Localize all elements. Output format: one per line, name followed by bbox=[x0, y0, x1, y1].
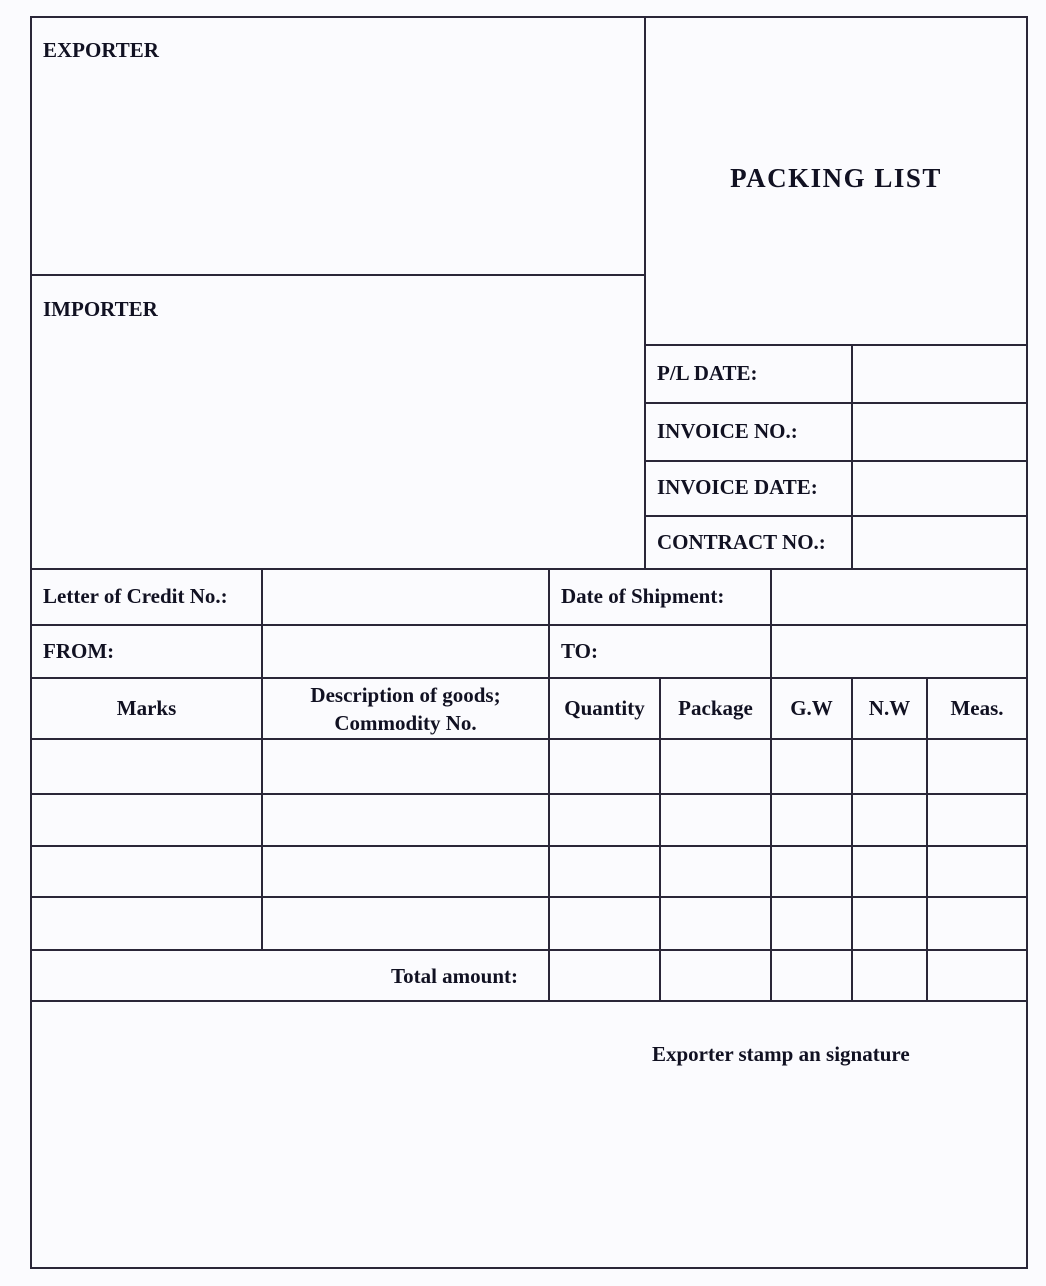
table-cell-description[interactable] bbox=[263, 795, 548, 845]
table-cell-marks[interactable] bbox=[32, 898, 261, 949]
exporter-label: EXPORTER bbox=[43, 38, 159, 62]
from-label: FROM: bbox=[43, 639, 115, 663]
table-cell-package[interactable] bbox=[661, 740, 770, 793]
table-cell-nw[interactable] bbox=[853, 898, 926, 949]
exporter-field[interactable] bbox=[32, 70, 644, 274]
importer-field[interactable] bbox=[32, 328, 644, 568]
to-field[interactable] bbox=[772, 626, 1026, 677]
table-cell-meas[interactable] bbox=[928, 795, 1026, 845]
total-nw-field[interactable] bbox=[853, 951, 926, 1000]
exporter-signature-label: Exporter stamp an signature bbox=[652, 1042, 910, 1066]
table-cell-description[interactable] bbox=[263, 847, 548, 896]
table-cell-nw[interactable] bbox=[853, 847, 926, 896]
date-of-shipment-label: Date of Shipment: bbox=[561, 584, 725, 608]
table-cell-marks[interactable] bbox=[32, 847, 261, 896]
total-quantity-field[interactable] bbox=[550, 951, 659, 1000]
border-right bbox=[1026, 16, 1028, 1269]
total-amount-label: Total amount: bbox=[391, 964, 518, 988]
table-cell-meas[interactable] bbox=[928, 847, 1026, 896]
column-header-meas: Meas. bbox=[950, 696, 1004, 720]
border-top bbox=[30, 16, 1028, 18]
from-field[interactable] bbox=[263, 626, 548, 677]
invoice-date-field[interactable] bbox=[853, 462, 1026, 515]
table-cell-nw[interactable] bbox=[853, 740, 926, 793]
total-meas-field[interactable] bbox=[928, 951, 1026, 1000]
divider-exporter-importer bbox=[30, 274, 645, 276]
table-cell-package[interactable] bbox=[661, 795, 770, 845]
importer-label: IMPORTER bbox=[43, 297, 158, 321]
table-cell-description[interactable] bbox=[263, 898, 548, 949]
invoice-no-field[interactable] bbox=[853, 404, 1026, 460]
divider-top-vertical bbox=[644, 16, 646, 570]
border-bottom bbox=[30, 1267, 1028, 1269]
pl-date-label: P/L DATE: bbox=[657, 361, 758, 385]
column-header-gw: G.W bbox=[790, 696, 833, 720]
column-header-nw: N.W bbox=[868, 696, 911, 720]
table-cell-gw[interactable] bbox=[772, 898, 851, 949]
table-cell-meas[interactable] bbox=[928, 898, 1026, 949]
invoice-date-label: INVOICE DATE: bbox=[657, 475, 818, 499]
date-of-shipment-field[interactable] bbox=[772, 570, 1026, 624]
table-cell-nw[interactable] bbox=[853, 795, 926, 845]
pl-date-field[interactable] bbox=[853, 346, 1026, 402]
table-cell-gw[interactable] bbox=[772, 847, 851, 896]
contract-no-field[interactable] bbox=[853, 517, 1026, 568]
column-header-package: Package bbox=[678, 696, 753, 720]
column-header-marks: Marks bbox=[116, 696, 177, 720]
table-cell-quantity[interactable] bbox=[550, 847, 659, 896]
invoice-no-label: INVOICE NO.: bbox=[657, 419, 798, 443]
contract-no-label: CONTRACT NO.: bbox=[657, 530, 826, 554]
table-cell-quantity[interactable] bbox=[550, 740, 659, 793]
total-package-field[interactable] bbox=[661, 951, 770, 1000]
table-cell-quantity[interactable] bbox=[550, 898, 659, 949]
signature-area[interactable] bbox=[32, 1002, 1026, 1267]
column-header-quantity: Quantity bbox=[564, 696, 645, 720]
table-cell-gw[interactable] bbox=[772, 740, 851, 793]
to-label: TO: bbox=[561, 639, 598, 663]
letter-of-credit-field[interactable] bbox=[263, 570, 548, 624]
table-cell-quantity[interactable] bbox=[550, 795, 659, 845]
table-cell-description[interactable] bbox=[263, 740, 548, 793]
divider-table-header-top bbox=[30, 677, 1028, 679]
table-cell-meas[interactable] bbox=[928, 740, 1026, 793]
table-cell-marks[interactable] bbox=[32, 740, 261, 793]
total-gw-field[interactable] bbox=[772, 951, 851, 1000]
table-cell-package[interactable] bbox=[661, 847, 770, 896]
column-header-description: Description of goods; Commodity No. bbox=[310, 683, 501, 735]
letter-of-credit-label: Letter of Credit No.: bbox=[43, 584, 228, 608]
divider-shipment-v2 bbox=[548, 568, 550, 678]
table-cell-package[interactable] bbox=[661, 898, 770, 949]
table-cell-gw[interactable] bbox=[772, 795, 851, 845]
table-cell-marks[interactable] bbox=[32, 795, 261, 845]
document-title: PACKING LIST bbox=[730, 163, 942, 193]
